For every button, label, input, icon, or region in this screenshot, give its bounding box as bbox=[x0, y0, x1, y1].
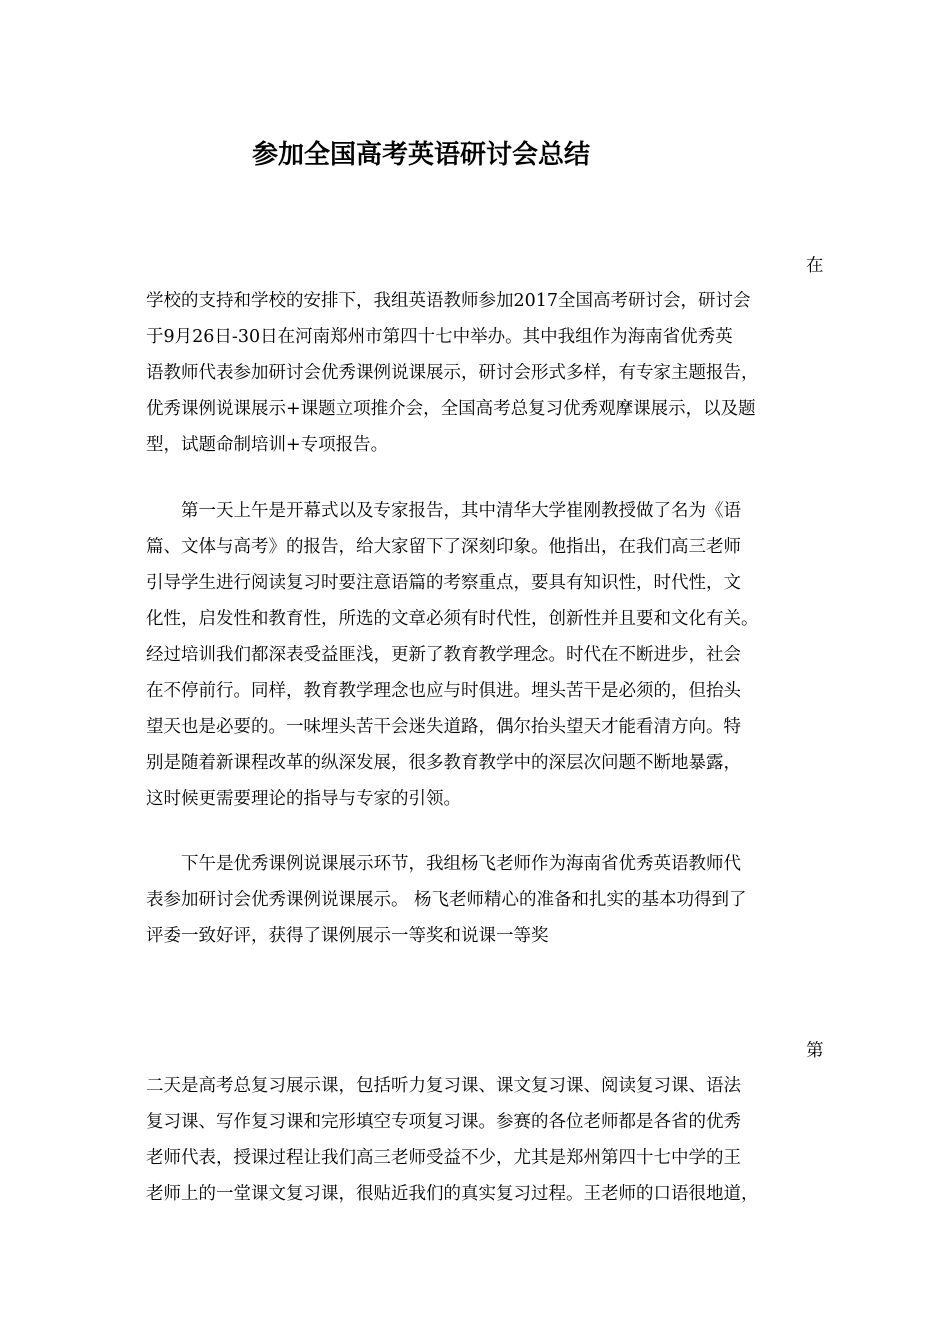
paragraph-line: 学校的支持和学校的安排下，我组英语教师参加2017全国高考研讨会，研讨会 bbox=[146, 291, 751, 311]
paragraph-3 bbox=[146, 846, 808, 954]
paragraph-line: 经过培训我们都深表受益匪浅，更新了教育教学理念。时代在不断进步，社会 bbox=[146, 645, 741, 665]
paragraph-line: 型，试题命制培训+专项报告。 bbox=[146, 435, 389, 455]
paragraph-1 bbox=[146, 283, 808, 463]
paragraph-line: 第一天上午是开幕式以及专家报告，其中清华大学崔刚教授做了名为《语 bbox=[146, 501, 741, 521]
paragraph-line: 篇、文体与高考》的报告，给大家留下了深刻印象。他指出，在我们高三老师 bbox=[146, 537, 741, 557]
paragraph-line: 下午是优秀课例说课展示环节，我组杨飞老师作为海南省优秀英语教师代 bbox=[146, 854, 741, 874]
paragraph-line: 老师代表，授课过程让我们高三老师受益不少，尤其是郑州第四十七中学的王 bbox=[146, 1148, 741, 1168]
paragraph-line: 表参加研讨会优秀课例说课展示。 杨飞老师精心的准备和扎实的基本功得到了 bbox=[146, 890, 747, 910]
para1-lead-char: 在 bbox=[806, 256, 824, 276]
paragraph-line: 评委一致好评，获得了课例展示一等奖和说课一等奖 bbox=[146, 926, 549, 946]
paragraph-line: 化性，启发性和教育性，所选的文章必须有时代性，创新性并且要和文化有关。 bbox=[146, 609, 759, 629]
para4-lead-char: 第 bbox=[806, 1041, 824, 1061]
paragraph-line: 复习课、写作复习课和完形填空专项复习课。参赛的各位老师都是各省的优秀 bbox=[146, 1112, 741, 1132]
paragraph-line: 老师上的一堂课文复习课，很贴近我们的真实复习过程。王老师的口语很地道， bbox=[146, 1184, 759, 1204]
paragraph-4 bbox=[146, 1068, 808, 1212]
paragraph-line: 在不停前行。同样，教育教学理念也应与时俱进。埋头苦干是必须的，但抬头 bbox=[146, 681, 741, 701]
paragraph-line: 语教师代表参加研讨会优秀课例说课展示，研讨会形式多样，有专家主题报告， bbox=[146, 363, 759, 383]
paragraph-line: 于9月26日-30日在河南郑州市第四十七中举办。其中我组作为海南省优秀英 bbox=[146, 327, 733, 347]
paragraph-line: 引导学生进行阅读复习时要注意语篇的考察重点，要具有知识性，时代性，文 bbox=[146, 573, 741, 593]
paragraph-line: 望天也是必要的。一味埋头苦干会迷失道路，偶尔抬头望天才能看清方向。特 bbox=[146, 717, 741, 737]
paragraph-line: 优秀课例说课展示+课题立项推介会，全国高考总复习优秀观摩课展示，以及题 bbox=[146, 399, 756, 419]
paragraph-line: 别是随着新课程改革的纵深发展，很多教育教学中的深层次问题不断地暴露， bbox=[146, 753, 741, 773]
paragraph-2 bbox=[146, 493, 808, 817]
paragraph-line: 二天是高考总复习展示课，包括听力复习课、课文复习课、阅读复习课、语法 bbox=[146, 1076, 741, 1096]
paragraph-line: 这时候更需要理论的指导与专家的引领。 bbox=[146, 789, 461, 809]
document-title: 参加全国高考英语研讨会总结 bbox=[252, 140, 591, 170]
